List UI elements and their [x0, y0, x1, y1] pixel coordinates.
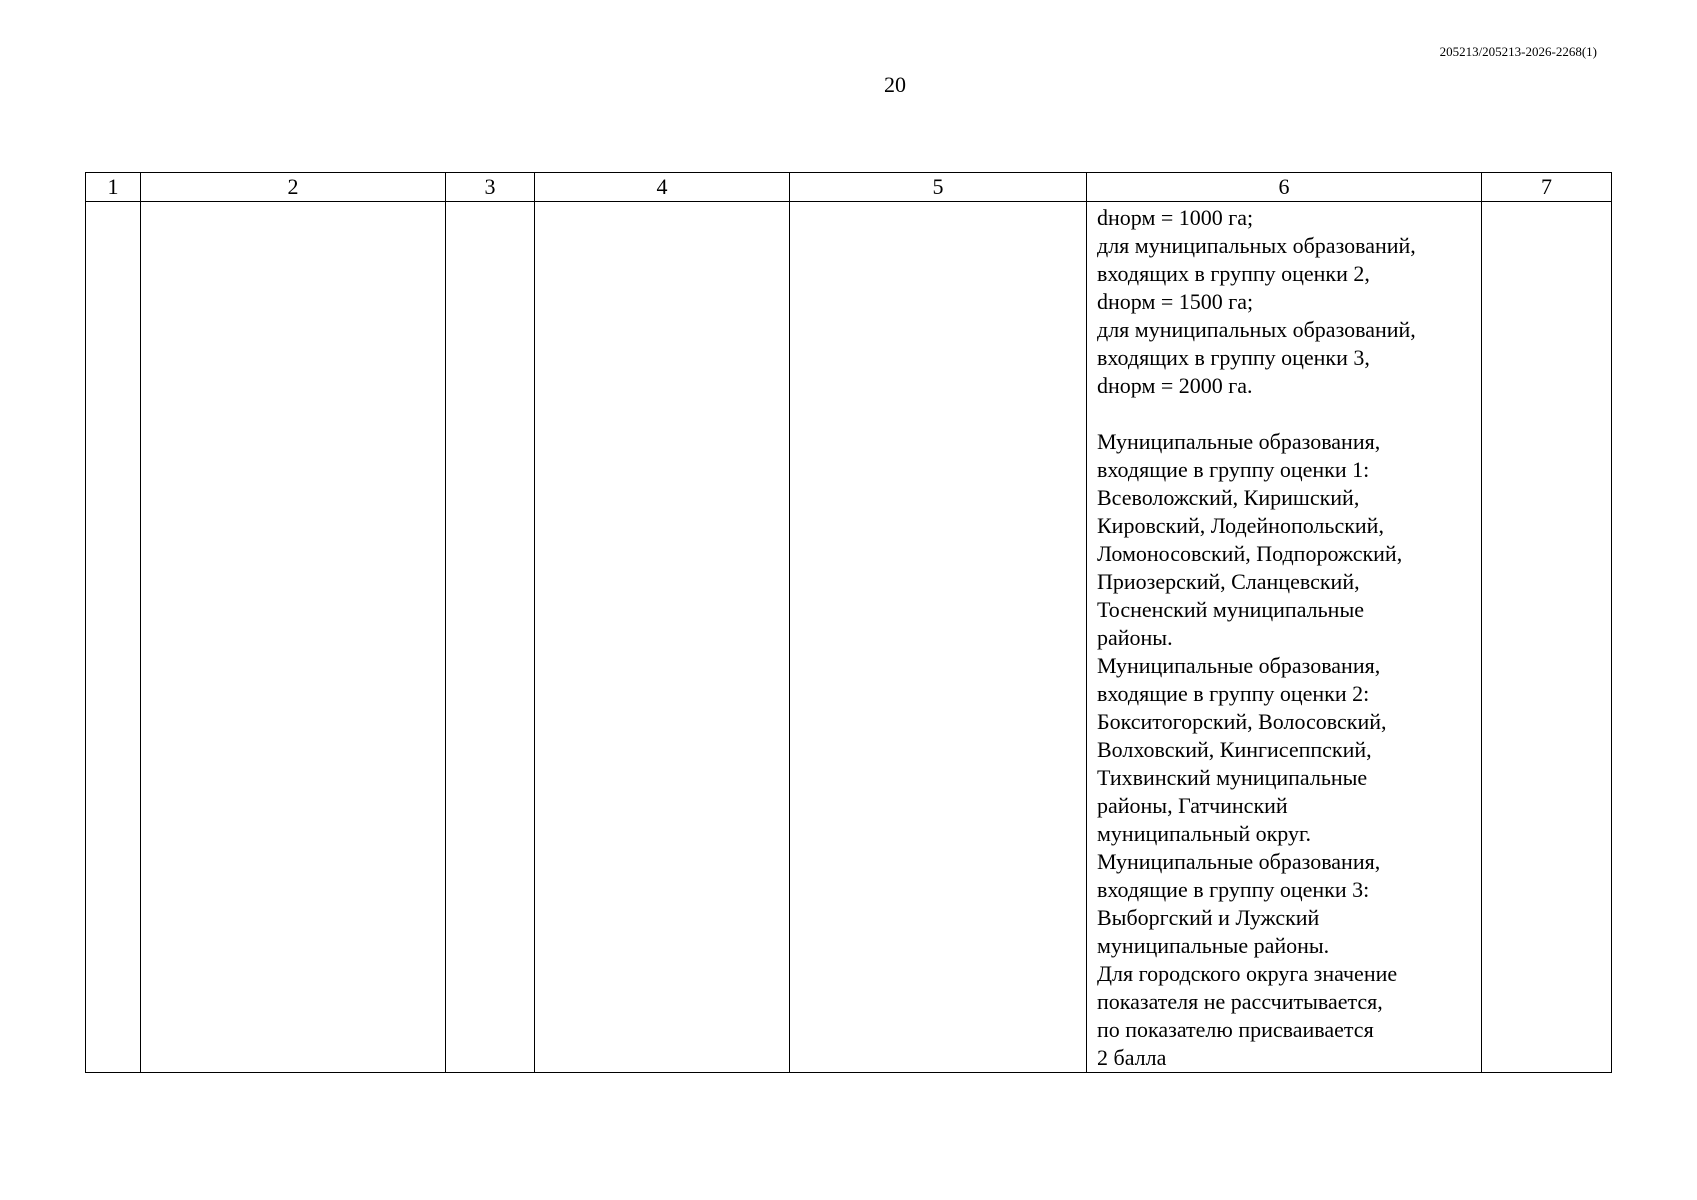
table-cell-col7 [1482, 202, 1612, 1073]
table-cell-col3 [446, 202, 535, 1073]
column-header-4: 4 [535, 173, 790, 202]
table-cell-col5 [790, 202, 1087, 1073]
column-header-5: 5 [790, 173, 1087, 202]
table-header-row [86, 173, 1612, 202]
document-id: 205213/205213-2026-2268(1) [1439, 44, 1597, 59]
table-cell-col2 [141, 202, 446, 1073]
column-header-3: 3 [446, 173, 535, 202]
column-header-6: 6 [1087, 173, 1482, 202]
column-header-1: 1 [86, 173, 141, 202]
document-table [85, 172, 1612, 1073]
table-cell-col6 [1087, 202, 1482, 1073]
table-cell-col1 [86, 202, 141, 1073]
table-row [86, 202, 1612, 1073]
column-header-7: 7 [1482, 173, 1612, 202]
page-number: 20 [884, 72, 906, 97]
table-cell-col4 [535, 202, 790, 1073]
col6-text: dнорм = 1000 га; для муниципальных образований, входящих в группу оценки 2, dнорм = 1500 га; для муниципальных образований, входящих в группу оценки 3, dнорм = 2000 га. Муниципальные образования, входящие в группу оценки 1: Всеволожский, Киришский, Кировский, Лодейнопольский, Ломоносовский, Подпорожский, Приозерский, Сланцевский, Тосненский муниципальные районы. Муниципальные образования, входящие в группу оценки 2: Бокситогорский, Волосовский, Волховский, Кингисеппский, Тихвинский муниципальные районы, Гатчинский муниципальный округ. Муниципальные образования, входящие в группу оценки 3: Выборгский и Лужский муниципальные районы. Для городского округа значение показателя не рассчитывается, по показателю присваивается 2 балла [1097, 205, 1416, 1070]
column-header-2: 2 [141, 173, 446, 202]
